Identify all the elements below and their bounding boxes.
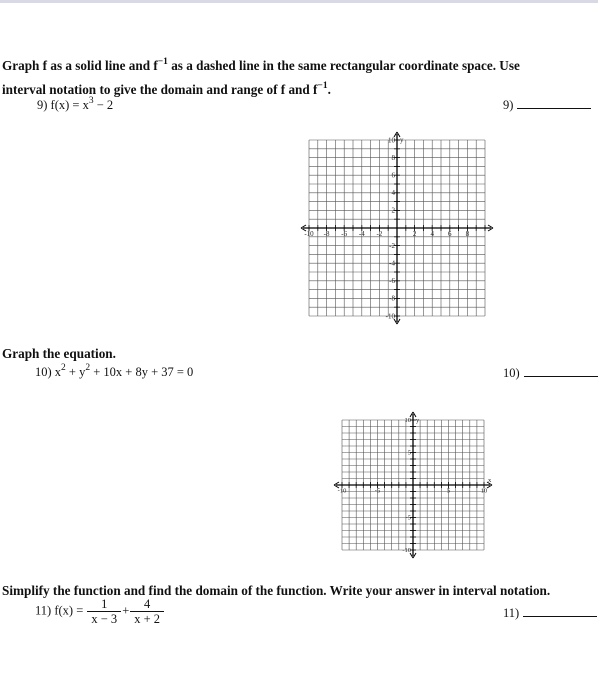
exponent: 2 <box>85 363 91 373</box>
instruction-text: . <box>327 82 331 97</box>
y-tick-label: -8 <box>389 294 395 303</box>
instruction-simplify: Simplify the function and find the domain of the function. Write your answer in interval notation. <box>2 583 551 598</box>
y-tick-label: -2 <box>389 241 395 250</box>
y-tick-label: 4 <box>391 189 395 198</box>
y-tick-label: 6 <box>391 171 395 180</box>
x-tick-label: 5 <box>446 487 451 495</box>
y-tick-label: -10 <box>402 547 411 555</box>
x-tick-label: -2 <box>376 230 383 238</box>
x-tick-label: 10 <box>480 487 488 495</box>
problem-11 <box>35 597 165 626</box>
problem-10 <box>35 365 193 380</box>
answer-blank-9[interactable] <box>517 98 591 109</box>
answer-number: 11) <box>503 606 520 620</box>
problem-number: 9) <box>37 98 48 112</box>
y-tick-label: 10 <box>404 417 411 425</box>
problem-expression: f(x) = <box>54 603 84 618</box>
instruction-graph-f-inverse <box>2 55 520 103</box>
instruction-text: Graph f as a solid line and f <box>2 58 158 73</box>
exponent: 3 <box>88 96 94 106</box>
instruction-graph-equation: Graph the equation. <box>2 346 116 361</box>
superscript: −1 <box>317 81 328 91</box>
y-tick-label: 8 <box>391 153 395 162</box>
top-border <box>0 0 598 3</box>
answer-10 <box>503 366 598 381</box>
x-tick-label: -5 <box>374 487 381 495</box>
fraction-1 <box>87 597 121 626</box>
numerator: 4 <box>130 597 164 612</box>
y-tick-label: 10 <box>388 136 395 145</box>
denominator: x + 2 <box>134 612 161 626</box>
y-axis-label: y <box>416 417 420 424</box>
problem-number: 11) <box>35 603 52 618</box>
coordinate-grid-1 <box>295 128 495 328</box>
answer-11 <box>503 606 597 621</box>
y-tick-label: -6 <box>389 277 395 286</box>
x-axis-label: x <box>488 477 492 484</box>
denominator: x − 3 <box>91 612 118 626</box>
numerator: 1 <box>87 597 121 612</box>
y-axis-label: y <box>400 136 404 144</box>
problem-expression: − 2 <box>93 98 114 112</box>
exponent: 2 <box>61 363 66 373</box>
x-tick-label: 2 <box>412 230 417 238</box>
coordinate-grid-2 <box>332 408 494 560</box>
y-tick-label: -10 <box>385 312 395 321</box>
instruction-text: as a dashed line in the same rectangular coordinate space. Use <box>167 58 520 73</box>
answer-blank-10[interactable] <box>524 366 598 377</box>
x-tick-label: -4 <box>358 230 365 238</box>
problem-number: 10) <box>35 365 52 379</box>
x-tick-label: -6 <box>341 230 348 238</box>
instruction-text: interval notation to give the domain and range of f and f <box>2 82 318 97</box>
x-tick-label: -8 <box>323 230 330 238</box>
answer-number: 9) <box>503 98 514 112</box>
x-tick-label: -10 <box>304 230 314 238</box>
y-tick-label: 5 <box>407 449 411 457</box>
problem-expression: + 10x + 8y + 37 = 0 <box>90 365 194 379</box>
x-tick-label: 6 <box>448 230 452 238</box>
superscript: −1 <box>157 57 168 67</box>
x-tick-label: 4 <box>430 230 434 238</box>
x-tick-label: -10 <box>337 487 347 495</box>
plus-sign: + <box>122 603 130 618</box>
problem-expression: x <box>54 365 62 379</box>
problem-9 <box>37 98 113 113</box>
fraction-2 <box>130 597 164 626</box>
x-tick-label: 8 <box>465 230 470 238</box>
y-tick-label: 2 <box>391 206 395 215</box>
y-tick-label: -4 <box>389 259 395 268</box>
answer-number: 10) <box>503 366 520 380</box>
problem-expression: f(x) = x <box>50 98 89 112</box>
answer-9 <box>503 98 591 113</box>
answer-blank-11[interactable] <box>523 606 597 617</box>
problem-expression: + y <box>65 365 86 379</box>
y-tick-label: -5 <box>405 514 411 522</box>
